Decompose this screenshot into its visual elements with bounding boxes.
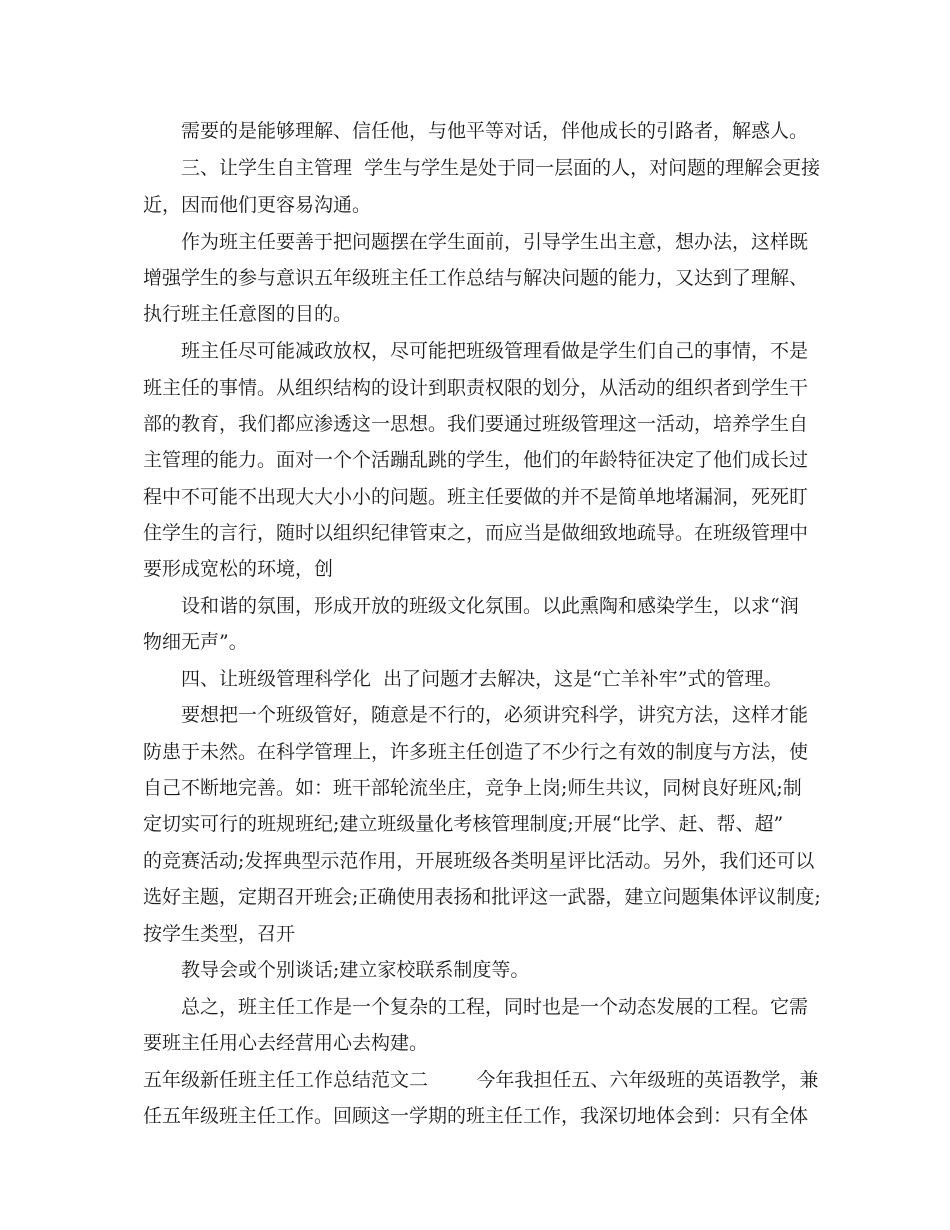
text-line: 按学生类型，召开: [143, 923, 296, 945]
text-line: 总之，班主任工作是一个复杂的工程，同时也是一个动态发展的工程。它需: [181, 996, 809, 1018]
text-line: 物细无声”。: [143, 631, 248, 653]
text-line: 部的教育，我们都应渗透这一思想。我们要通过班级管理这一活动，培养学生自: [143, 413, 809, 435]
text-line: 的竞赛活动;发挥典型示范作用，开展班级各类明星评比活动。另外，我们还可以: [143, 850, 815, 872]
text-line: 自己不断地完善。如：班干部轮流坐庄，竞争上岗;师生共议，同树良好班风;制: [143, 777, 802, 799]
text-line: 选好主题，定期召开班会;正确使用表扬和批评这一武器，建立问题集体评议制度;: [143, 886, 821, 908]
text-line: 程中不可能不出现大大小小的问题。班主任要做的并不是简单地堵漏洞，死死盯: [143, 486, 809, 508]
text-line: 作为班主任要善于把问题摆在学生面前，引导学生出主意，想办法，这样既: [181, 231, 809, 253]
text-line: 近，因而他们更容易沟通。: [143, 194, 372, 216]
text-line: 防患于未然。在科学管理上，许多班主任创造了不少行之有效的制度与方法，使: [143, 741, 809, 763]
text-line: 四、让班级管理科学化 出了问题才去解决，这是“亡羊补牢”式的管理。: [181, 668, 783, 690]
text-line: 教导会或个别谈话;建立家校联系制度等。: [181, 959, 530, 981]
text-line: 住学生的言行，随时以组织纪律管束之，而应当是做细致地疏导。在班级管理中: [143, 522, 809, 544]
text-line: 主管理的能力。面对一个个活蹦乱跳的学生，他们的年龄特征决定了他们成长过: [143, 449, 809, 471]
text-line: 三、让学生自主管理 学生与学生是处于同一层面的人，对问题的理解会更接: [181, 157, 821, 179]
text-line: 要形成宽松的环境，创: [143, 558, 334, 580]
text-line: 要想把一个班级管好，随意是不行的，必须讲究科学，讲究方法，这样才能: [181, 704, 809, 726]
text-line: 五年级新任班主任工作总结范文二 今年我担任五、六年级班的英语教学，兼: [143, 1069, 819, 1091]
text-line: 任五年级班主任工作。回顾这一学期的班主任工作，我深切地体会到：只有全体: [143, 1105, 809, 1127]
text-line: 设和谐的氛围，形成开放的班级文化氛围。以此熏陶和感染学生，以求“润: [181, 595, 799, 617]
text-line: 增强学生的参与意识五年级班主任工作总结与解决问题的能力，又达到了理解、: [143, 267, 809, 289]
text-line: 执行班主任意图的目的。: [143, 303, 353, 325]
text-line: 班主任的事情。从组织结构的设计到职责权限的划分，从活动的组织者到学生干: [143, 377, 809, 399]
text-line: 定切实可行的班规班纪;建立班级量化考核管理制度;开展“比学、赶、帮、超”: [143, 813, 784, 835]
text-line: 要班主任用心去经营用心去构建。: [143, 1032, 429, 1054]
text-line: 班主任尽可能减政放权，尽可能把班级管理看做是学生们自己的事情，不是: [181, 340, 809, 362]
text-line: 需要的是能够理解、信任他，与他平等对话，伴他成长的引路者，解惑人。: [181, 120, 809, 142]
